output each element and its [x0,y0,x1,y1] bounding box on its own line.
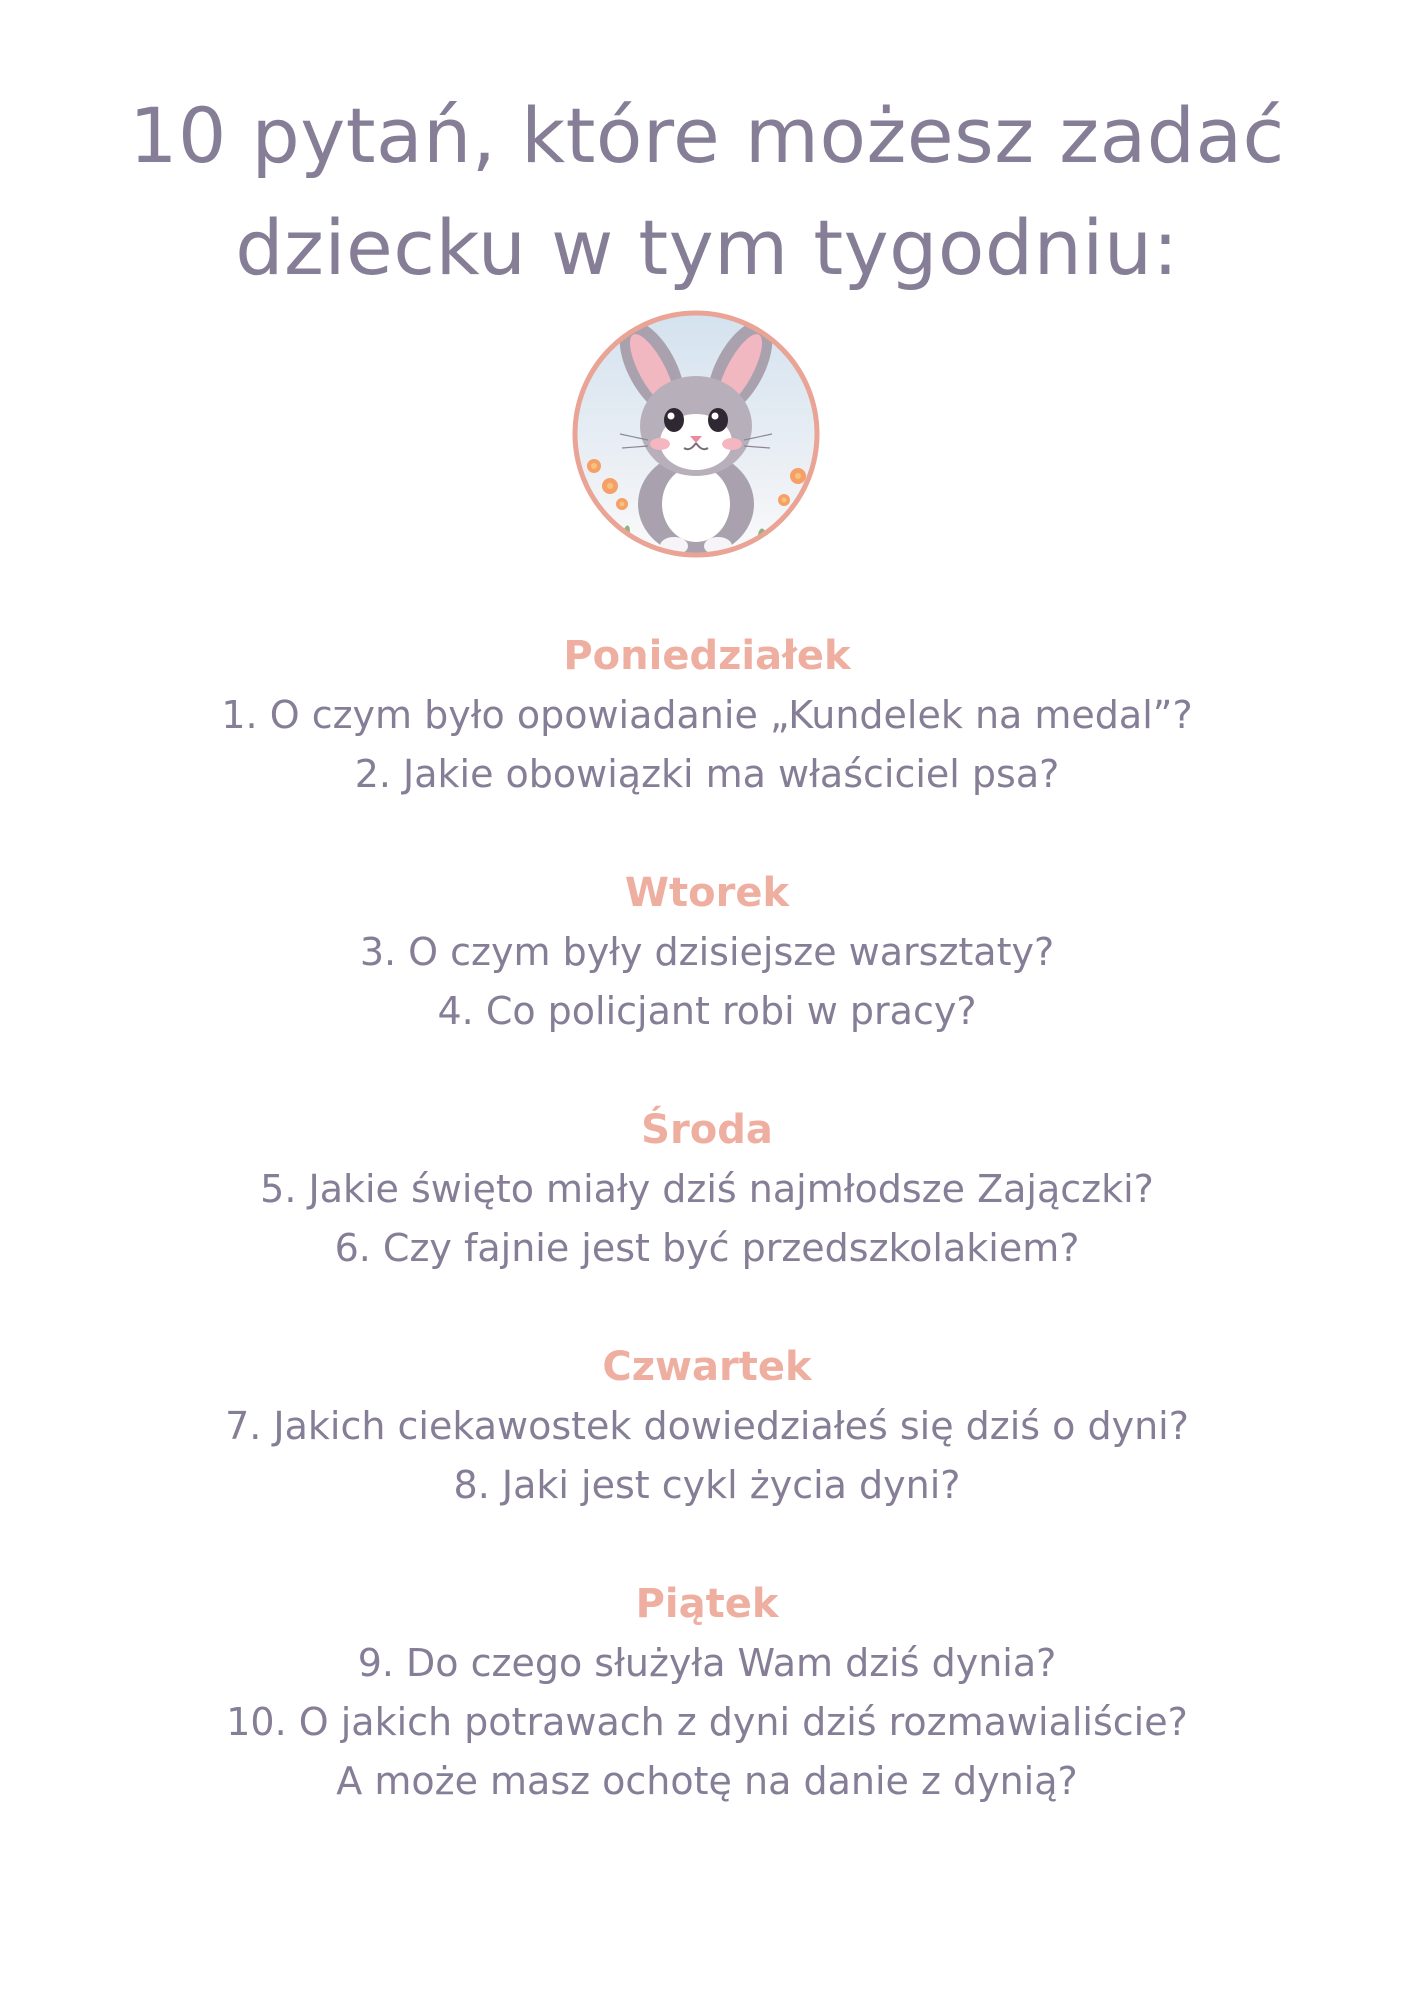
day-heading: Czwartek [602,1344,812,1390]
question-1: 1. O czym było opowiadanie „Kundelek na medal”? [221,693,1193,737]
weekly-questions [60,626,1354,1811]
question-2: 2. Jakie obowiązki ma właściciel psa? [354,752,1060,796]
page-title-line-1: 10 pytań, które możesz zadać [129,91,1285,180]
page-title-line-2: dziecku w tym tygodniu: [235,203,1179,292]
closing-question: A może masz ochotę na danie z dynią? [336,1759,1078,1803]
day-section-czwartek [60,1337,1354,1574]
day-section-piatek [60,1574,1354,1811]
question-10: 10. O jakich potrawach z dyni dziś rozmawialiście? [226,1700,1188,1744]
question-4: 4. Co policjant robi w pracy? [437,989,977,1033]
bunny-mascot [570,308,822,560]
page-title [60,80,1354,304]
day-heading: Piątek [635,1581,779,1627]
day-heading: Środa [641,1107,773,1153]
question-8: 8. Jaki jest cykl życia dyni? [453,1463,961,1507]
question-9: 9. Do czego służyła Wam dziś dynia? [357,1641,1057,1685]
day-section-poniedzialek [60,626,1354,863]
question-6: 6. Czy fajnie jest być przedszkolakiem? [334,1226,1080,1270]
day-heading: Wtorek [624,870,790,916]
question-5: 5. Jakie święto miały dziś najmłodsze Zajączki? [260,1167,1154,1211]
question-7: 7. Jakich ciekawostek dowiedziałeś się dziś o dyni? [225,1404,1189,1448]
question-3: 3. O czym były dzisiejsze warsztaty? [359,930,1055,974]
day-heading: Poniedziałek [563,633,851,679]
day-section-sroda [60,1100,1354,1337]
day-section-wtorek [60,863,1354,1100]
bunny-icon [570,308,822,560]
